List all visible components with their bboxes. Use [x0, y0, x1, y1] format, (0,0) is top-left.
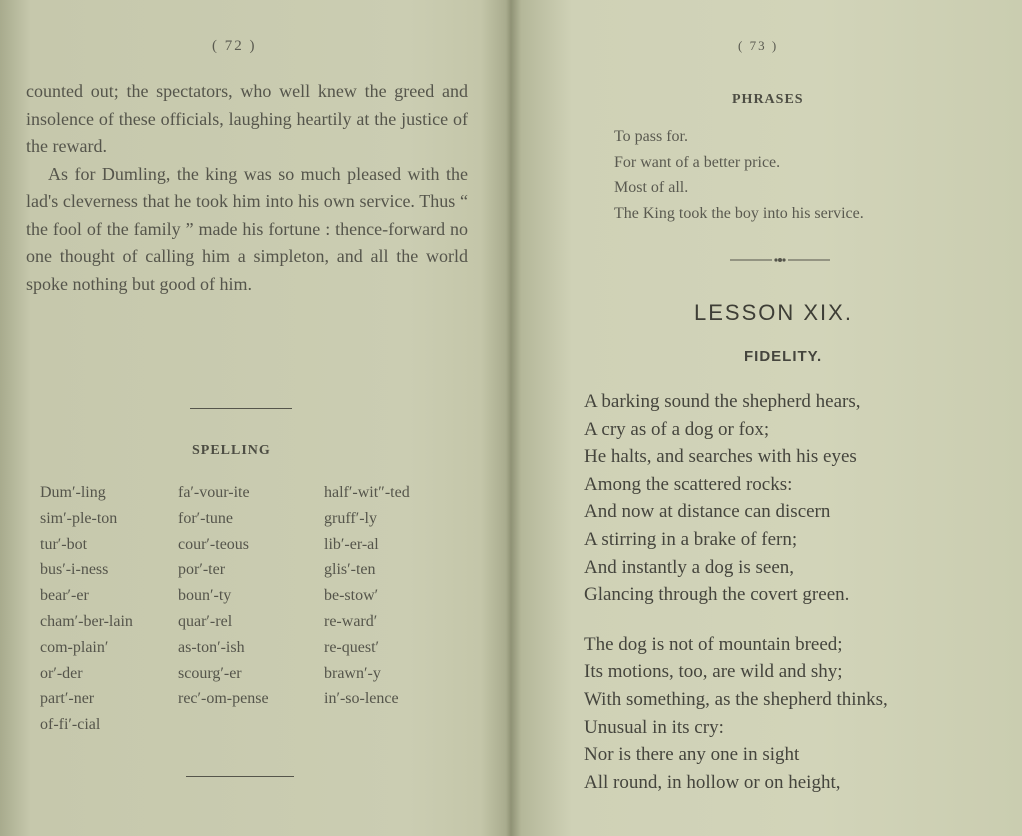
spelling-word: brawn′-y — [324, 664, 381, 682]
spelling-column — [40, 480, 133, 738]
spelling-word: re-ward′ — [324, 612, 378, 630]
section-divider — [190, 408, 292, 409]
spelling-word: half′-wit″-ted — [324, 484, 410, 501]
phrases-list — [614, 124, 864, 226]
phrase-item: Most of all. — [614, 179, 689, 196]
spelling-word: por′-ter — [178, 561, 226, 579]
spelling-heading: SPELLING — [192, 443, 271, 458]
story-text — [26, 78, 468, 298]
poem-line: And instantly a dog is seen, — [584, 556, 795, 578]
poem-line: Among the scattered rocks: — [584, 473, 793, 495]
poem-line: Its motions, too, are wild and shy; — [584, 661, 843, 683]
poem-line: All round, in hollow or on height, — [584, 771, 841, 793]
page-number: ( 73 ) — [738, 38, 779, 53]
spelling-column — [324, 480, 410, 712]
paragraph: As for Dumling, the king was so much pleased with the lad's cleverness that he took him into his own service. Thus “ the fool of the family ” made his fortune : thence-forward no one thought of calling him a simpleton, and all the world spoke nothing but good of him. — [26, 163, 468, 294]
spelling-word: or′-der — [40, 664, 83, 682]
lesson-title: LESSON XIX. — [694, 300, 853, 325]
spelling-word: cour′-teous — [178, 535, 250, 553]
page-number: ( 72 ) — [212, 38, 257, 54]
spelling-word: sim′-ple-ton — [40, 509, 118, 527]
poem-stanza — [584, 631, 888, 797]
spelling-word: com-plain′ — [40, 638, 109, 656]
spelling-word: cham′-ber-lain — [40, 612, 133, 630]
spelling-word: quar′-rel — [178, 612, 233, 630]
spelling-word: boun′-ty — [178, 587, 232, 605]
spelling-word: scourg′-er — [178, 664, 242, 682]
phrase-item: To pass for. — [614, 128, 688, 145]
spelling-word: glis′-ten — [324, 561, 376, 579]
spelling-word: Dum′-ling — [40, 484, 106, 501]
poem-line: The dog is not of mountain breed; — [584, 633, 843, 655]
poem-stanza — [584, 388, 888, 609]
phrase-item: The King took the boy into his service. — [614, 204, 864, 222]
section-divider — [186, 776, 294, 777]
ornament-divider-icon — [730, 254, 830, 266]
spelling-word: in′-so-lence — [324, 690, 399, 708]
spelling-word: for′-tune — [178, 509, 234, 527]
phrases-heading: PHRASES — [732, 92, 804, 107]
paragraph: counted out; the spectators, who well knew the greed and insolence of these officials, laughing heartily at the justice of the reward. — [26, 81, 468, 156]
spelling-word: part′-ner — [40, 690, 95, 708]
spelling-word: fa′-vour-ite — [178, 484, 250, 501]
poem-line: With something, as the shepherd thinks, — [584, 688, 888, 710]
poem-line: And now at distance can discern — [584, 501, 831, 523]
spelling-word: bus′-i-ness — [40, 561, 109, 579]
poem-title: FIDELITY. — [744, 348, 823, 365]
poem — [584, 388, 888, 796]
poem-line: A cry as of a dog or fox; — [584, 418, 770, 440]
poem-line: A stirring in a brake of fern; — [584, 528, 798, 550]
left-page — [0, 0, 496, 836]
poem-line: Glancing through the covert green. — [584, 584, 850, 606]
right-page — [508, 0, 1022, 836]
poem-line: Unusual in its cry: — [584, 716, 724, 738]
spelling-word: be-stow′ — [324, 587, 379, 605]
spelling-word: bear′-er — [40, 587, 89, 605]
spelling-word: rec′-om-pense — [178, 690, 269, 708]
spelling-word: lib′-er-al — [324, 535, 379, 553]
spelling-word: gruff′-ly — [324, 509, 377, 527]
spelling-word: tur′-bot — [40, 535, 88, 553]
spelling-word: of-fi′-cial — [40, 716, 101, 734]
spelling-word: re-quest′ — [324, 638, 380, 656]
spelling-word: as-ton′-ish — [178, 638, 245, 656]
poem-line: He halts, and searches with his eyes — [584, 446, 857, 468]
phrase-item: For want of a better price. — [614, 153, 781, 171]
spelling-column — [178, 480, 269, 712]
poem-line: A barking sound the shepherd hears, — [584, 391, 861, 412]
poem-line: Nor is there any one in sight — [584, 744, 800, 766]
